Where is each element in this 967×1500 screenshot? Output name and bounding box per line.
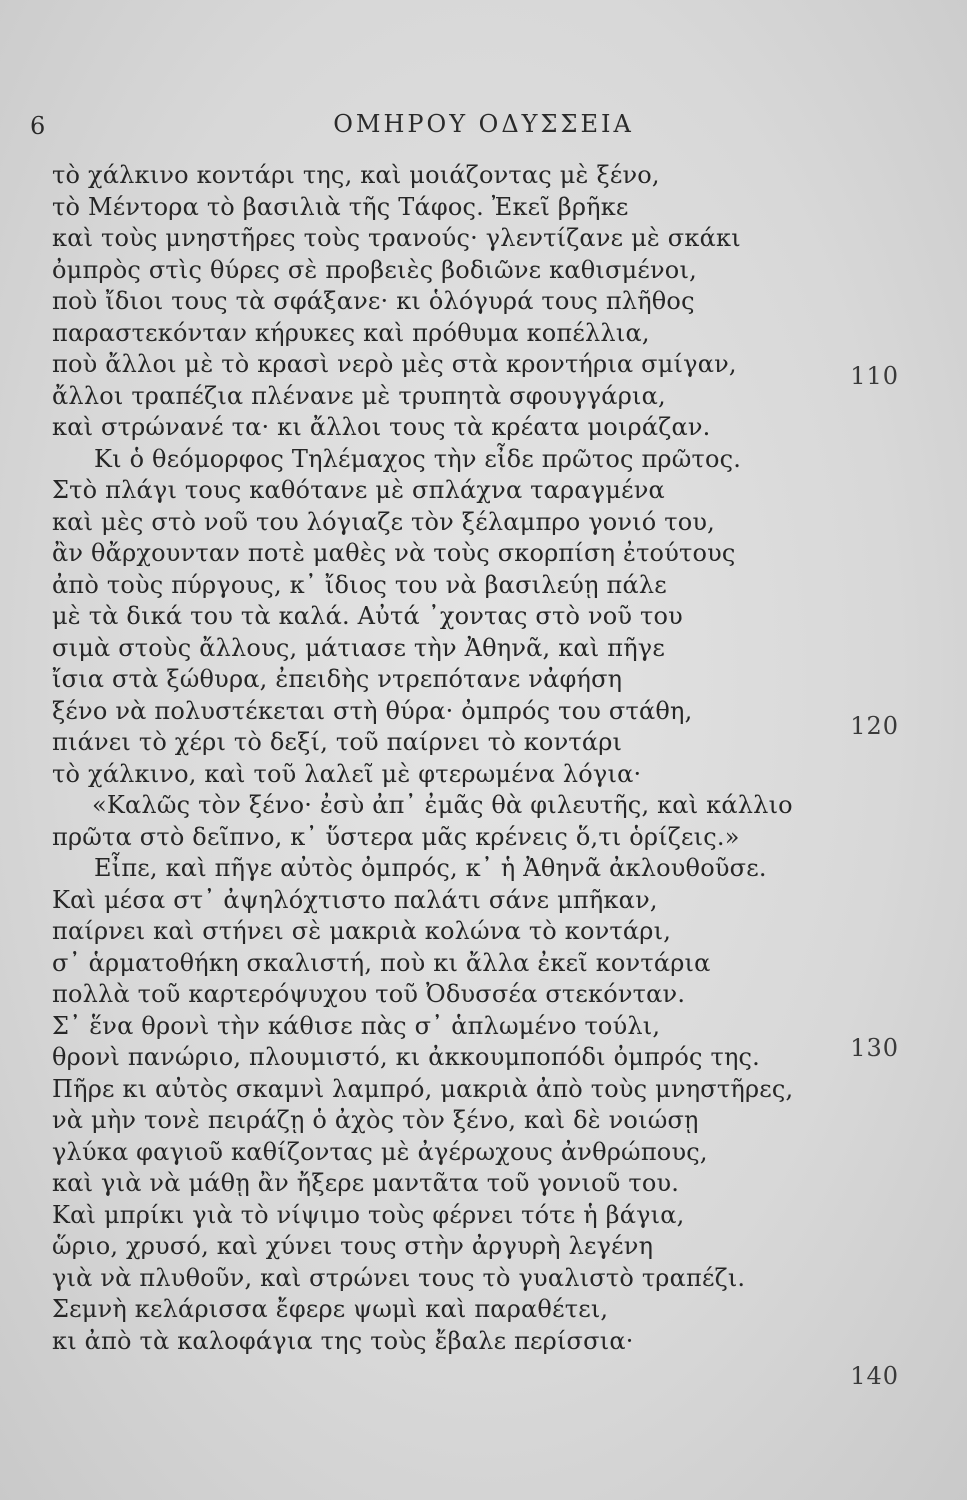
verse-line: ἂν θἄρχουνταν ποτὲ μαθὲς νὰ τοὺς σκορπίση ἐτούτους [52, 539, 736, 567]
page-number: 6 [30, 112, 47, 140]
verse-line: Καὶ μέσα στ᾽ ἀψηλόχτιστο παλάτι σάνε μπῆκαν, [52, 885, 658, 914]
verse-line: σιμὰ στοὺς ἄλλους, μάτιασε τὴν Ἀθηνᾶ, καὶ πῆγε [52, 633, 665, 662]
line-number-130: 130 [850, 1034, 899, 1062]
verse-line: καὶ γιὰ νὰ μάθῃ ἂν ἤξερε μαντᾶτα τοῦ γονιοῦ του. [52, 1169, 680, 1197]
verse-line: ἴσια στὰ ξώθυρα, ἐπειδὴς ντρεπότανε νἀφήση [52, 665, 623, 693]
verse-line: Σεμνὴ κελάρισσα ἔφερε ψωμὶ καὶ παραθέτει, [52, 1295, 609, 1323]
line-number-120: 120 [850, 712, 899, 740]
verse-line: καὶ μὲς στὸ νοῦ του λόγιαζε τὸν ξέλαμπρο γονιό του, [52, 507, 716, 536]
verse-line: καὶ στρώνανέ τα· κι ἄλλοι τους τὰ κρέατα μοιράζαν. [52, 413, 711, 441]
verse-line: τὸ Μέντορα τὸ βασιλιὰ τῆς Τάφος. Ἐκεῖ βρῆκε [52, 192, 629, 221]
verse-line: πολλὰ τοῦ καρτερόψυχου τοῦ Ὀδυσσέα στεκόνταν. [52, 980, 686, 1008]
verse-line: καὶ τοὺς μνηστῆρες τοὺς τρανούς· γλεντίζανε μὲ σκάκι [52, 224, 741, 252]
verse-line: ξένο νὰ πολυστέκεται στὴ θύρα· ὀμπρός του στάθη, [52, 696, 693, 725]
verse-line: σ᾽ ἁρματοθήκη σκαλιστή, ποὺ κι ἄλλα ἐκεῖ κοντάρια [52, 948, 711, 977]
verse-line: τὸ χάλκινο, καὶ τοῦ λαλεῖ μὲ φτερωμένα λόγια· [52, 759, 642, 788]
line-number-110: 110 [850, 362, 899, 390]
verse-line: γιὰ νὰ πλυθοῦν, καὶ στρώνει τους τὸ γυαλιστὸ τραπέζι. [52, 1263, 746, 1292]
verse-line: ποὺ ἄλλοι μὲ τὸ κρασὶ νερὸ μὲς στὰ κροντήρια σμίγαν, [52, 350, 737, 378]
verse-line: Πῆρε κι αὐτὸς σκαμνὶ λαμπρό, μακριὰ ἀπὸ τοὺς μνηστῆρες, [52, 1074, 794, 1103]
verse-line: Στὸ πλάγι τους καθότανε μὲ σπλάχνα ταραγμένα [52, 476, 665, 504]
verse-line: ὀμπρὸς στὶς θύρες σὲ προβειὲς βοδιῶνε καθισμένοι, [52, 255, 697, 284]
verse-line: «Καλῶς τὸν ξένο· ἐσὺ ἀπ᾽ ἐμᾶς θὰ φιλευτῆς, καὶ κάλλιο [92, 791, 793, 819]
verse-line: Εἶπε, καὶ πῆγε αὐτὸς ὀμπρός, κ᾽ ἡ Ἀθηνᾶ ἀκλουθοῦσε. [94, 854, 767, 882]
verse-line: γλύκα φαγιοῦ καθίζοντας μὲ ἀγέρωχους ἀνθρώπους, [52, 1137, 708, 1166]
verse-line: κι ἀπὸ τὰ καλοφάγια της τοὺς ἔβαλε περίσσια· [52, 1326, 634, 1355]
verse-block [52, 160, 882, 1357]
verse-line: μὲ τὰ δικά του τὰ καλά. Αὐτά ᾽χοντας στὸ νοῦ του [52, 602, 683, 630]
verse-line: παίρνει καὶ στήνει σὲ μακριὰ κολώνα τὸ κοντάρι, [52, 917, 672, 945]
verse-line: ἄλλοι τραπέζια πλένανε μὲ τρυπητὰ σφουγγάρια, [52, 381, 666, 410]
verse-line: Καὶ μπρίκι γιὰ τὸ νίψιμο τοὺς φέρνει τότε ἡ βάγια, [52, 1200, 685, 1229]
verse-line: νὰ μὴν τονὲ πειράζῃ ὁ ἀχὸς τὸν ξένο, καὶ δὲ νοιώσῃ [52, 1106, 699, 1134]
verse-line: τὸ χάλκινο κοντάρι της, καὶ μοιάζοντας μὲ ξένο, [52, 161, 660, 189]
line-number-140: 140 [850, 1362, 899, 1390]
verse-line: πιάνει τὸ χέρι τὸ δεξί, τοῦ παίρνει τὸ κοντάρι [52, 728, 623, 756]
verse-line: ἀπὸ τοὺς πύργους, κ᾽ ἴδιος του νὰ βασιλεύῃ πάλε [52, 570, 667, 599]
verse-line: ποὺ ἴδιοι τους τὰ σφάξανε· κι ὁλόγυρά τους πλῆθος [52, 287, 695, 315]
verse-line: Κι ὁ θεόμορφος Τηλέμαχος τὴν εἶδε πρῶτος πρῶτος. [94, 444, 742, 473]
verse-line: θρονὶ πανώριο, πλουμιστό, κι ἀκκουμποπόδι ὀμπρός της. [52, 1043, 760, 1071]
verse-line: παραστεκόνταν κήρυκες καὶ πρόθυμα κοπέλλια, [52, 318, 650, 347]
verse-line: ὥριο, χρυσό, καὶ χύνει τους στὴν ἀργυρὴ λεγένη [52, 1232, 654, 1260]
verse-line: πρῶτα στὸ δεῖπνο, κ᾽ ὕστερα μᾶς κρένεις ὅ,τι ὁρίζεις.» [52, 822, 740, 851]
running-title: ΟΜΗΡΟΥ ΟΔΥΣΣΕΙΑ [333, 110, 634, 138]
verse-line: Σ᾽ ἕνα θρονὶ τὴν κάθισε πὰς σ᾽ ἁπλωμένο τούλι, [52, 1011, 661, 1040]
